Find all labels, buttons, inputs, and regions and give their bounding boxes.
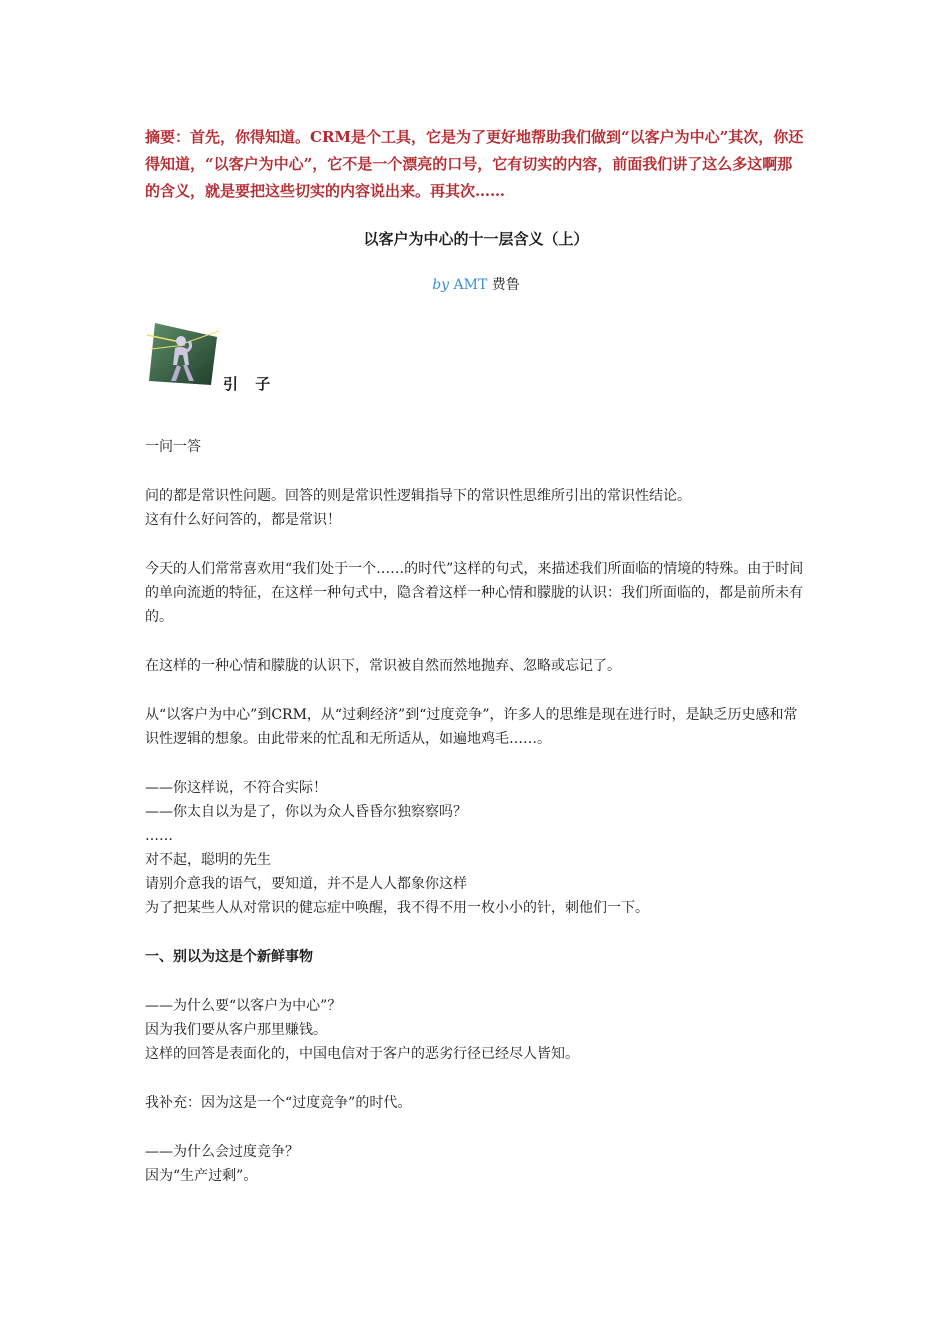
dialogue-line: ——你这样说，不符合实际！ <box>145 780 327 796</box>
intro-heading: 引 子 <box>223 375 277 393</box>
dialogue-line: 对不起，聪明的先生 <box>145 852 271 868</box>
paragraph: 我补充：因为这是一个“过度竞争”的时代。 <box>145 1095 412 1111</box>
byline <box>145 273 807 297</box>
paragraph: 从“以客户为中心”到CRM，从“过剩经济”到“过度竞争”，许多人的思维是现在进行时，是缺乏历史感和常识性逻辑的想象。由此带来的忙乱和无所适从，如遍地鸡毛……。 <box>145 707 798 747</box>
thinking-figure-illustration <box>145 321 221 387</box>
dialogue-line: 因为“生产过剩”。 <box>145 1168 258 1184</box>
dialogue-line: …… <box>145 828 173 844</box>
document-content <box>145 124 807 1188</box>
byline-author: 费鲁 <box>491 277 520 293</box>
paragraph: 一问一答 <box>145 439 201 455</box>
dialogue-line: 这样的回答是表面化的，中国电信对于客户的恶劣行径已经尽人皆知。 <box>145 1046 579 1062</box>
intro-row <box>145 321 807 399</box>
dialogue-line: 为了把某些人从对常识的健忘症中唤醒，我不得不用一枚小小的针，刺他们一下。 <box>145 900 649 916</box>
dialogue-line: ——为什么要“以客户为中心”？ <box>145 998 342 1014</box>
paragraph: 问的都是常识性问题。回答的则是常识性逻辑指导下的常识性思维所引出的常识性结论。 <box>145 488 691 504</box>
dialogue-line: 因为我们要从客户那里赚钱。 <box>145 1022 327 1038</box>
paragraph: 今天的人们常常喜欢用“我们处于一个……的时代”这样的句式，来描述我们所面临的情境的特殊。由于时间的单向流逝的特征，在这样一种句式中，隐含着这样一种心情和朦胧的认识：我们所面临的，都是前所未有的。 <box>145 561 804 625</box>
article-title: 以客户为中心的十一层含义（上） <box>363 230 589 248</box>
dialogue-line: ——为什么会过度竞争？ <box>145 1144 299 1160</box>
abstract: 摘要：首先，你得知道。CRM是个工具，它是为了更好地帮助我们做到“以客户为中心”其次，你还得知道，“以客户为中心”，它不是一个漂亮的口号，它有切实的内容，前面我们讲了这么多这啊那的含义，就是要把这些切实的内容说出来。再其次…… <box>145 128 804 200</box>
paragraph: 在这样的一种心情和朦胧的认识下，常识被自然而然地抛弃、忽略或忘记了。 <box>145 658 621 674</box>
byline-by: by <box>432 277 450 293</box>
byline-org: AMT <box>453 277 488 293</box>
paragraph: 这有什么好问答的，都是常识！ <box>145 512 341 528</box>
section-heading: 一、别以为这是个新鲜事物 <box>145 949 313 965</box>
dialogue-line: 请别介意我的语气，要知道，并不是人人都象你这样 <box>145 876 467 892</box>
dialogue-line: ——你太自以为是了，你以为众人昏昏尔独察察吗？ <box>145 804 467 820</box>
